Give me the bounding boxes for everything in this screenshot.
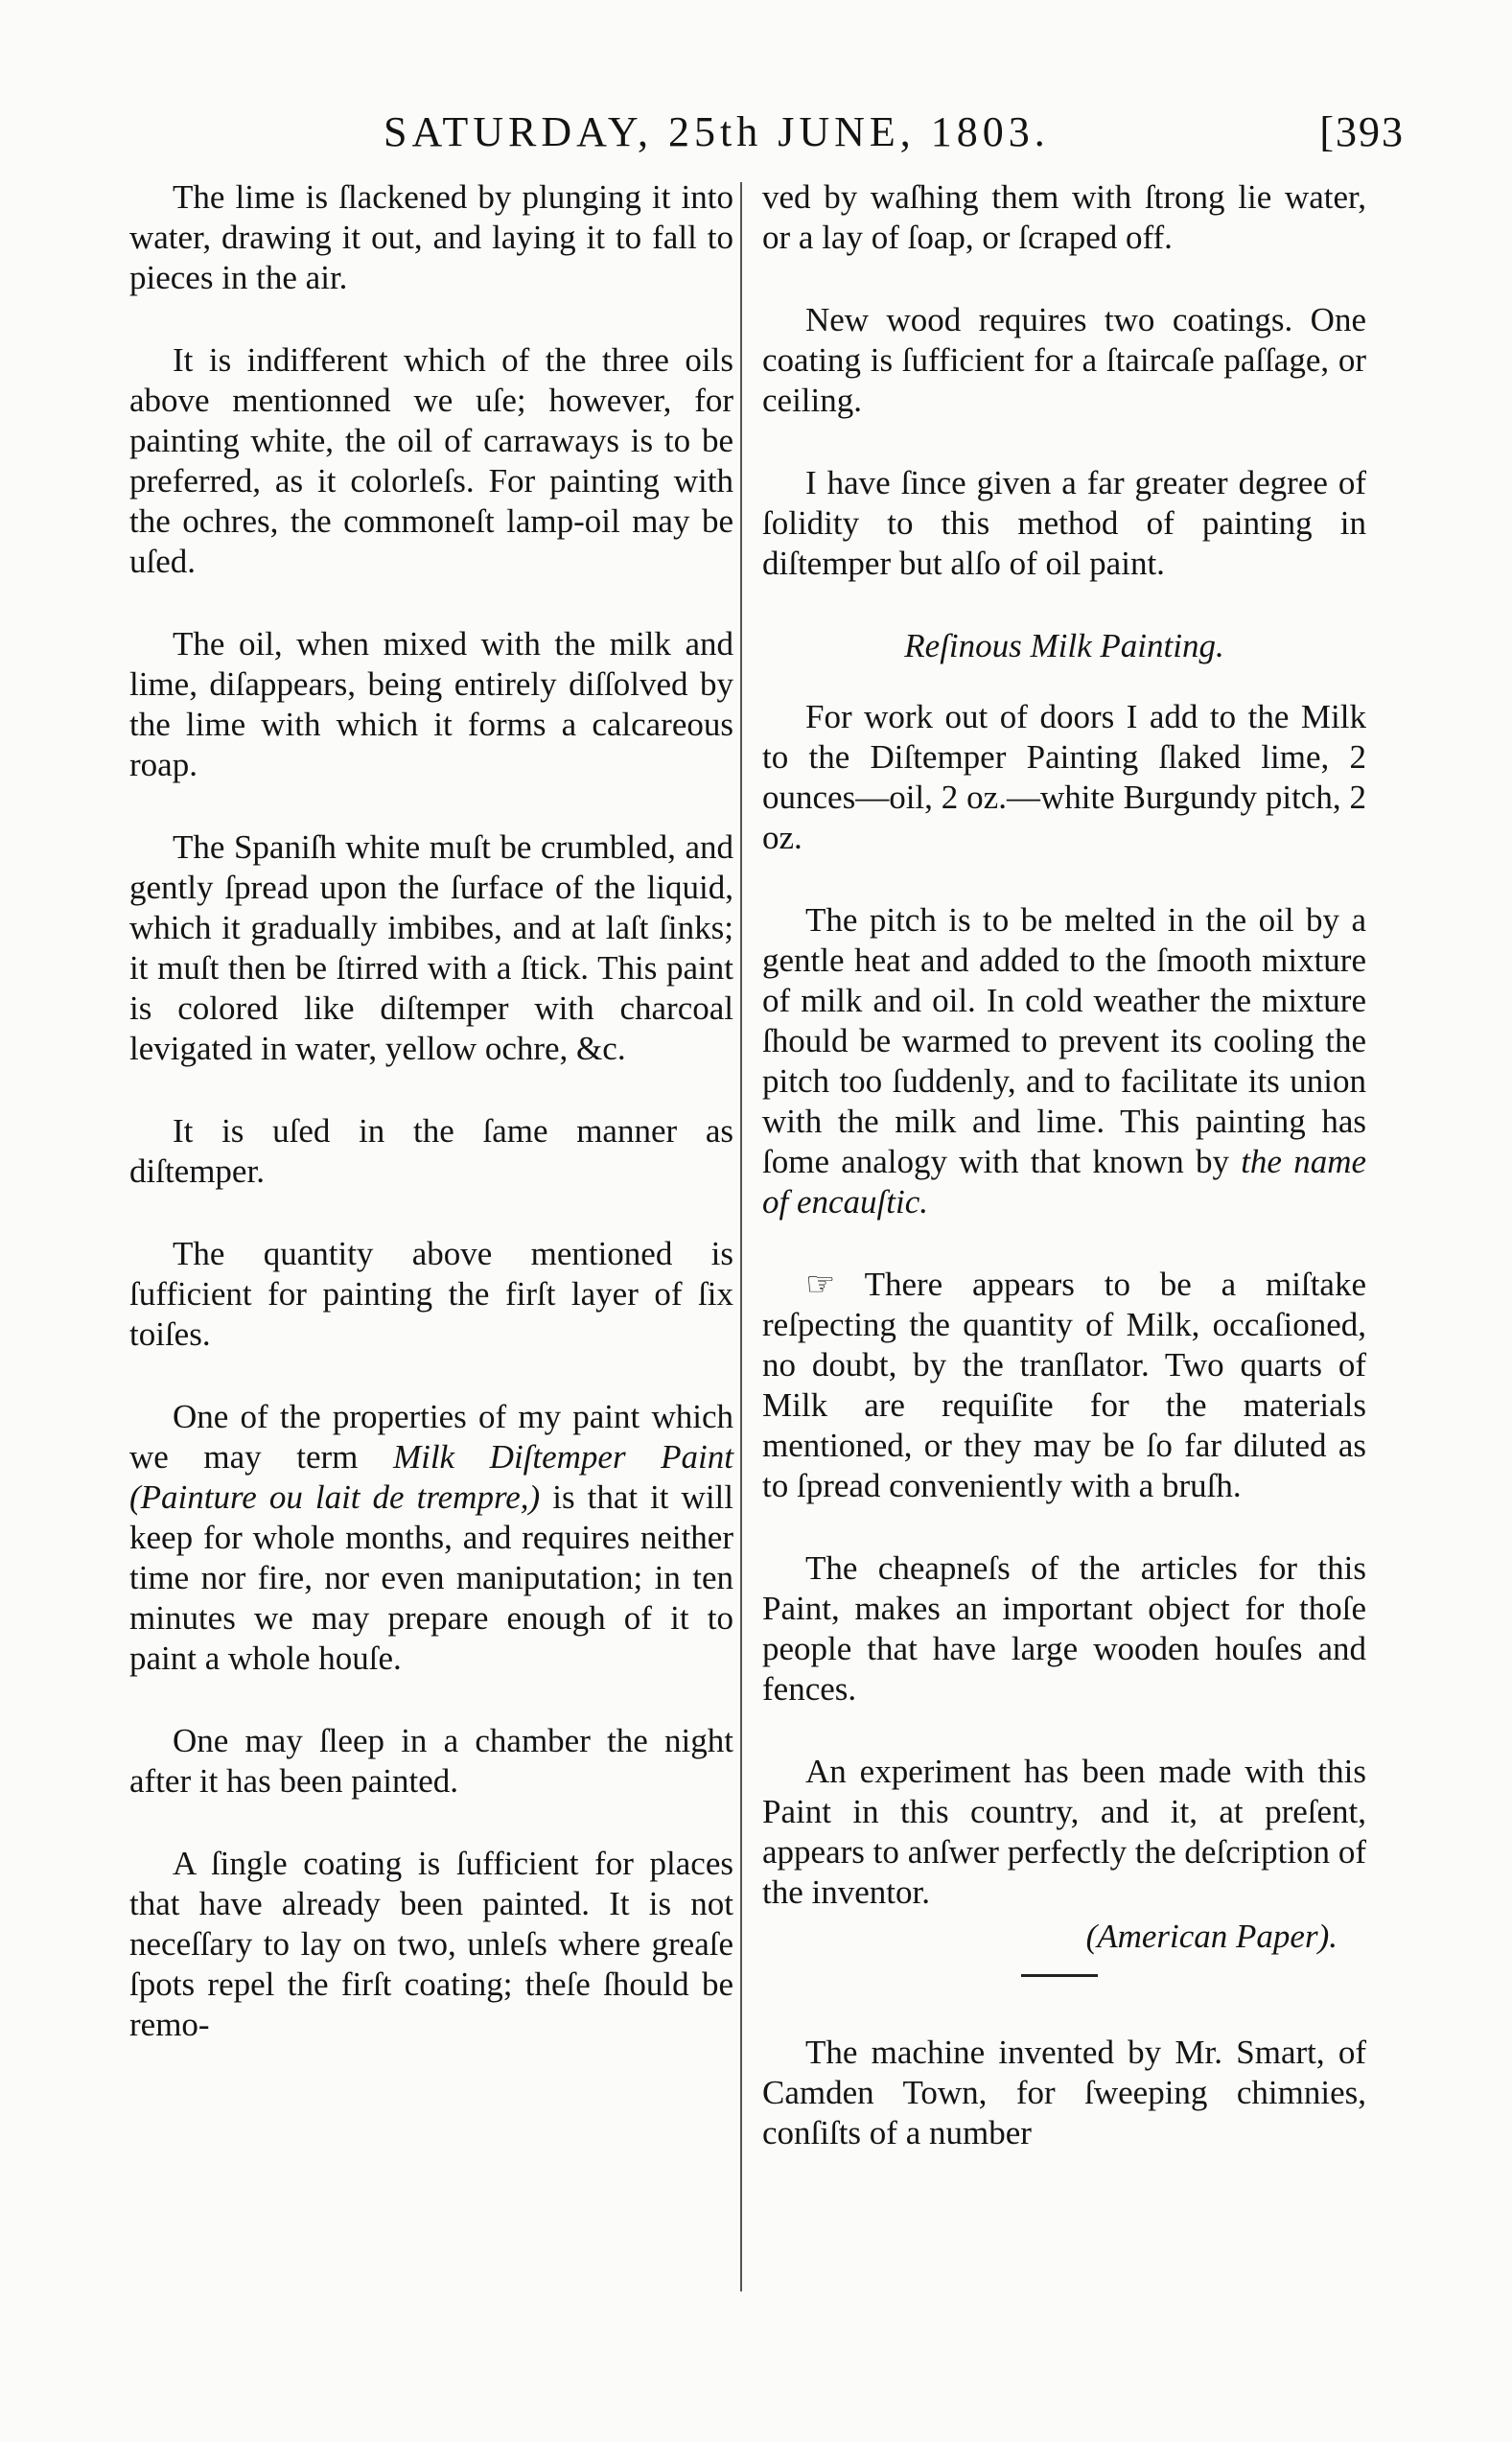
left-paragraph-1: The lime is ſlackened by plunging it into water, drawing it out, and laying it to fall to pieces in the air. (129, 178, 733, 296)
right-paragraph-5-start: The pitch is to be melted in the oil by a gentle heat and added to the ſmooth mixture of milk and oil. In cold weather the mixture ſhould be warmed to prevent its cooling the pitch too ſuddenly, and to facilitate its union with the milk and lime. This painting has ſome analogy with that known by (762, 901, 1366, 1180)
left-paragraph-3: The oil, when mixed with the milk and lime, diſappears, being entirely diſſolved by the lime with which it forms a calcareous roap. (129, 625, 733, 783)
right-paragraph-9: The machine invented by Mr. Smart, of Camden Town, for ſweeping chimnies, conſiſts of a number (762, 2034, 1366, 2151)
left-paragraph-2: It is indifferent which of the three oils above mentionned we uſe; however, for painting white, the oil of carraways is to be preferred, as it colorleſs. For painting with the ochres, the commoneſt lamp-oil may be uſed. (129, 341, 733, 580)
column-divider (740, 182, 742, 2291)
section-separator (1021, 1974, 1098, 1977)
page-header (364, 107, 1405, 174)
header-date: SATURDAY, 25th JUNE, 1803. (384, 108, 1050, 155)
source-signature: (American Paper). (1085, 1918, 1338, 1955)
paint-name-italic: Milk Diſtemper Paint (Painture ou lait de trempre,) (129, 1438, 733, 1516)
right-paragraph-2: New wood requires two coatings. One coating is ſufficient for a ſtaircaſe paſſage, or ceiling. (762, 301, 1366, 419)
right-paragraph-7: The cheapneſs of the articles for this Paint, makes an important object for thoſe people that have large wooden houſes and fences. (762, 1549, 1366, 1708)
right-paragraph-6: ☞ There appears to be a miſtake reſpecting the quantity of Milk, occaſioned, no doubt, by the tranſlator. Two quarts of Milk are requiſite for the materials mentioned, or they may be ſo far diluted as to ſpread conveniently with a bruſh. (762, 1266, 1366, 1504)
left-paragraph-9: A ſingle coating is ſufficient for places that have already been painted. It is not neceſſary to lay on two, unleſs where greaſe ſpots repel the firſt coating; theſe ſhould be remo- (129, 1845, 733, 2043)
left-paragraph-6: The quantity above mentioned is ſufficient for painting the firſt layer of ſix toiſes. (129, 1235, 733, 1353)
left-paragraph-8: One may ſleep in a chamber the night after it has been painted. (129, 1722, 733, 1800)
left-paragraph-7-end: is that it will keep for whole months, and requires neither time nor fire, nor even maniputation; in ten minutes we may prepare enough of it to paint a whole houſe. (129, 1478, 733, 1677)
page-number: [393 (1319, 108, 1405, 155)
left-paragraph-4: The Spaniſh white muſt be crumbled, and gently ſpread upon the ſurface of the liquid, which it gradually imbibes, and at laſt ſinks; it muſt then be ſtirred with a ſtick. This paint is colored like diſtemper with charcoal levigated in water, yellow ochre, &c. (129, 828, 733, 1067)
left-paragraph-7-start: One of the properties of my paint which we may term (129, 1398, 733, 1476)
right-paragraph-1: ved by waſhing them with ſtrong lie water, or a lay of ſoap, or ſcraped off. (762, 178, 1366, 256)
right-column (762, 177, 1366, 2196)
right-paragraph-5 (762, 900, 1366, 1222)
left-paragraph-7 (129, 1397, 733, 1679)
section-heading: Reſinous Milk Painting. (904, 627, 1224, 664)
left-paragraph-5: It is uſed in the ſame manner as diſtemper. (129, 1112, 733, 1190)
encaustic-italic: the name of encauſtic. (762, 1143, 1367, 1221)
right-paragraph-3: I have ſince given a far greater degree of ſolidity to this method of painting in diſtemper but alſo of oil paint. (762, 464, 1366, 582)
left-column (129, 177, 733, 2087)
right-paragraph-4: For work out of doors I add to the Milk to the Diſtemper Painting ſlaked lime, 2 ounces—oil, 2 oz.—white Burgundy pitch, 2 oz. (762, 698, 1366, 856)
right-paragraph-8: An experiment has been made with this Paint in this country, and it, at preſent, appears to anſwer perfectly the deſcription of the inventor. (762, 1753, 1366, 1911)
